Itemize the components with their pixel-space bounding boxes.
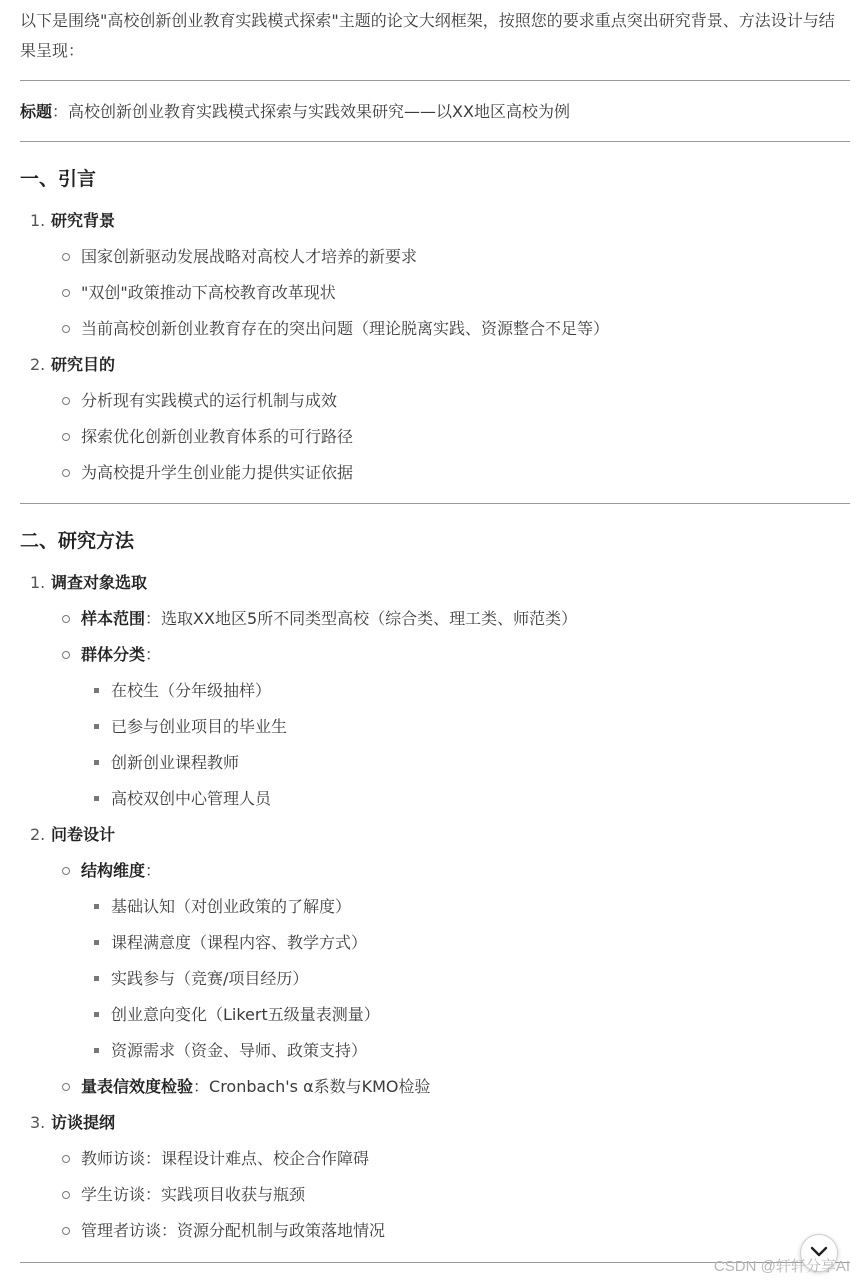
list-item: 国家创新驱动发展战略对高校人才培养的新要求	[20, 246, 850, 268]
list-item: 1. 调查对象选取	[30, 573, 148, 592]
list-item: 群体分类：	[20, 644, 850, 666]
list-item: 2. 问卷设计	[30, 825, 116, 844]
item-label: 访谈提纲	[51, 1113, 116, 1132]
divider	[20, 141, 850, 142]
list-item: 课程满意度（课程内容、教学方式）	[20, 932, 850, 954]
divider	[20, 80, 850, 81]
list-item: 3. 访谈提纲	[30, 1113, 116, 1132]
list-item: 学生访谈：实践项目收获与瓶颈	[20, 1184, 850, 1206]
title-label: 标题	[20, 102, 53, 121]
list-item: 样本范围：选取XX地区5所不同类型高校（综合类、理工类、师范类）	[20, 608, 850, 630]
list-item: 量表信效度检验：Cronbach's α系数与KMO检验	[20, 1076, 850, 1098]
list-item: 为高校提升学生创业能力提供实证依据	[20, 462, 850, 484]
watermark: CSDN @轩轩分享AI	[713, 1258, 850, 1275]
title-text: ：高校创新创业教育实践模式探索与实践效果研究——以XX地区高校为例	[52, 102, 570, 121]
list-item: 管理者访谈：资源分配机制与政策落地情况	[20, 1220, 850, 1242]
item-label: 调查对象选取	[51, 573, 148, 592]
list-item: 2. 研究目的	[30, 355, 116, 374]
list-item: 实践参与（竞赛/项目经历）	[20, 968, 850, 990]
section-heading-methods: 二、研究方法	[20, 530, 135, 552]
list-item: 高校双创中心管理人员	[20, 788, 850, 810]
paper-title	[20, 101, 850, 123]
list-item: 结构维度：	[20, 860, 850, 882]
list-item: 教师访谈：课程设计难点、校企合作障碍	[20, 1148, 850, 1170]
list-item: 已参与创业项目的毕业生	[20, 716, 850, 738]
list-item: 创新创业课程教师	[20, 752, 850, 774]
item-label: 研究背景	[51, 211, 116, 230]
list-item: 分析现有实践模式的运行机制与成效	[20, 390, 850, 412]
item-label: 问卷设计	[51, 825, 116, 844]
section-heading-intro: 一、引言	[20, 168, 97, 190]
list-item: 基础认知（对创业政策的了解度）	[20, 896, 850, 918]
list-item: 当前高校创新创业教育存在的突出问题（理论脱离实践、资源整合不足等）	[20, 318, 850, 340]
article-content	[20, 0, 850, 1263]
list-item: "双创"政策推动下高校教育改革现状	[20, 282, 850, 304]
item-label: 研究目的	[51, 355, 116, 374]
list-item: 探索优化创新创业教育体系的可行路径	[20, 426, 850, 448]
list-item: 在校生（分年级抽样）	[20, 680, 850, 702]
divider	[20, 503, 850, 504]
list-item: 创业意向变化（Likert五级量表测量）	[20, 1004, 850, 1026]
intro-paragraph: 以下是围绕"高校创新创业教育实践模式探索"主题的论文大纲框架，按照您的要求重点突出研究背景、方法设计与结果呈现：	[20, 11, 835, 60]
list-item: 资源需求（资金、导师、政策支持）	[20, 1040, 850, 1062]
list-item: 1. 研究背景	[30, 211, 116, 230]
